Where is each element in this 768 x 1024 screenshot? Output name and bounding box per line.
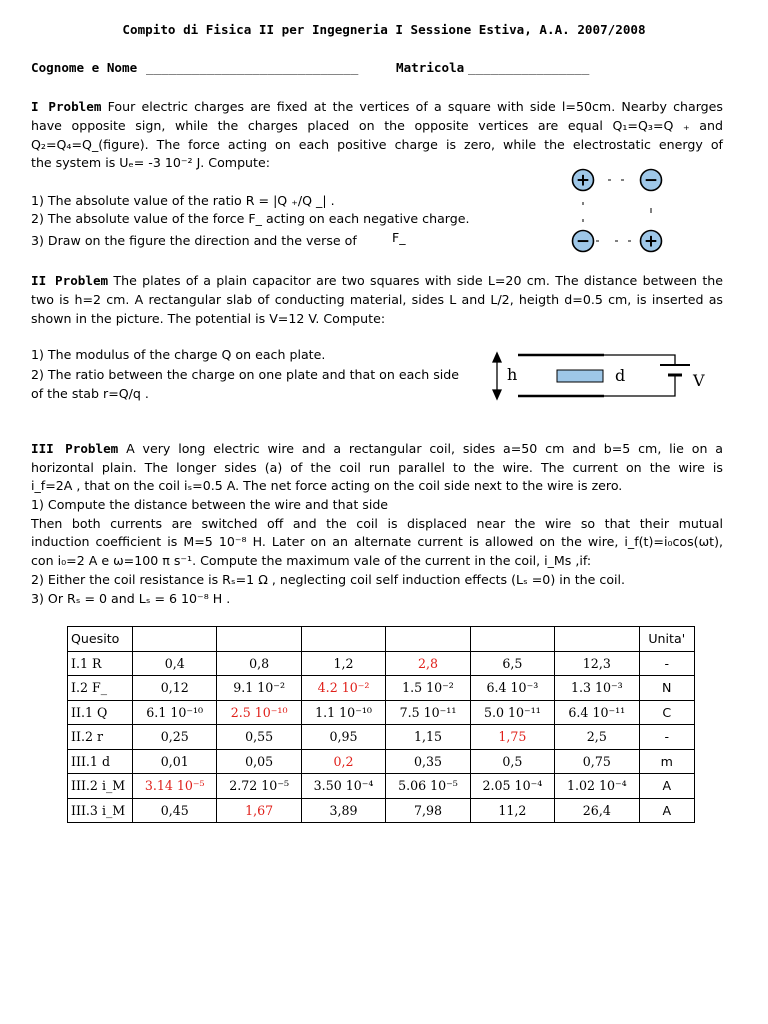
force-symbol: F_	[392, 230, 406, 245]
answer-cell: 0,45	[133, 798, 217, 823]
table-row	[68, 651, 695, 676]
answer-cell-correct: 4.2 10⁻²	[301, 676, 385, 701]
answer-cell: 6.1 10⁻¹⁰	[133, 700, 217, 725]
table-row	[68, 798, 695, 823]
answer-cell: 1.3 10⁻³	[555, 676, 639, 701]
label-d: d	[615, 366, 626, 385]
problem-2-heading: II Problem	[31, 273, 109, 288]
row-label: II.2 r	[68, 725, 133, 750]
answer-cell: 7,98	[386, 798, 470, 823]
answer-cell-correct: 2,8	[386, 651, 470, 676]
svg-text:+: +	[643, 231, 659, 252]
positive-charge-bottom-right	[641, 231, 662, 252]
answer-cell: 2.72 10⁻⁵	[217, 774, 301, 799]
label-h: h	[507, 365, 518, 384]
answer-cell: 0,5	[470, 749, 554, 774]
table-row	[68, 725, 695, 750]
answer-cell: 0,75	[555, 749, 639, 774]
table-row	[68, 774, 695, 799]
positive-charge-top-left	[573, 170, 594, 191]
answer-cell: 1,15	[386, 725, 470, 750]
problem-1-question-2: 2) The absolute value of the force F_ acting on each negative charge.	[31, 211, 470, 226]
answer-cell: 12,3	[555, 651, 639, 676]
table-header-row	[68, 627, 695, 652]
problem-3-line-9: 3) Or Rₛ = 0 and Lₛ = 6 10⁻⁸ H .	[31, 591, 231, 606]
problem-1-line-4: the system is Uₑ= -3 10⁻² J. Compute:	[31, 155, 270, 170]
matricola-blank[interactable]: ________________	[468, 60, 590, 75]
row-label: III.1 d	[68, 749, 133, 774]
answer-cell-correct: 1,67	[217, 798, 301, 823]
svg-text:−: −	[643, 170, 659, 191]
svg-text:−: −	[575, 231, 591, 252]
answer-cell: 0,95	[301, 725, 385, 750]
answer-cell: 1.5 10⁻²	[386, 676, 470, 701]
problem-2-question-1: 1) The modulus of the charge Q on each plate.	[31, 347, 326, 362]
problem-1-line-1: I Problem Four electric charges are fixed at the vertices of a square with side l=50cm. Nearby charges	[31, 99, 723, 114]
row-unit: -	[639, 651, 694, 676]
problem-1-line-3: Q₂=Q₄=Q_(figure). The force acting on each positive charge is zero, while the electrostatic energy of	[31, 137, 723, 152]
answer-cell: 3,89	[301, 798, 385, 823]
answer-cell: 5.0 10⁻¹¹	[470, 700, 554, 725]
answer-cell: 0,12	[133, 676, 217, 701]
label-v: V	[693, 371, 705, 390]
row-label: I.2 F_	[68, 676, 133, 701]
answer-cell: 0,55	[217, 725, 301, 750]
answer-cell: 5.06 10⁻⁵	[386, 774, 470, 799]
row-label: III.3 i_M	[68, 798, 133, 823]
row-label: II.1 Q	[68, 700, 133, 725]
matricola-label: Matricola	[396, 60, 465, 75]
answer-cell: 26,4	[555, 798, 639, 823]
charges-figure	[560, 164, 680, 260]
row-label: III.2 i_M	[68, 774, 133, 799]
answer-cell: 6.4 10⁻³	[470, 676, 554, 701]
answer-cell: 6,5	[470, 651, 554, 676]
header-quesito: Quesito	[68, 627, 133, 652]
problem-3-line-8: 2) Either the coil resistance is Rₛ=1 Ω , neglecting coil self induction effects (Lₛ =0) in the coil.	[31, 572, 626, 587]
answer-cell: 11,2	[470, 798, 554, 823]
header-empty	[470, 627, 554, 652]
height-arrow	[493, 353, 501, 399]
problem-3-line-3: i_f=2A , that on the coil iₛ=0.5 A. The net force acting on the coil side next to the wire is zero.	[31, 478, 623, 493]
problem-3-line-6: induction coefficient is M=5 10⁻⁸ H. Later on an alternate current is allowed on the wire, i_f(t)=i₀cos(ωt),	[31, 534, 723, 549]
problem-2-line-3: shown in the picture. The potential is V=12 V. Compute:	[31, 311, 386, 326]
answer-cell-correct: 0,2	[301, 749, 385, 774]
table-row	[68, 749, 695, 774]
answer-cell: 0,4	[133, 651, 217, 676]
answer-cell: 1.02 10⁻⁴	[555, 774, 639, 799]
square-dashed-edges	[583, 180, 651, 241]
problem-1-line-2: have opposite sign, while the charges placed on the opposite vertices are equal Q₁=Q₃=Q ₊ and	[31, 118, 723, 133]
problem-3-line-5: Then both currents are switched off and the coil is displaced near the wire so that their mutual	[31, 516, 723, 531]
header-empty	[386, 627, 470, 652]
problem-1-heading: I Problem	[31, 99, 102, 114]
answer-cell-correct: 3.14 10⁻⁵	[133, 774, 217, 799]
row-label: I.1 R	[68, 651, 133, 676]
answer-cell: 0,8	[217, 651, 301, 676]
name-label: Cognome e Nome	[31, 60, 138, 75]
answer-cell: 0,35	[386, 749, 470, 774]
problem-2-question-2: 2) The ratio between the charge on one plate and that on each side	[31, 367, 460, 382]
answer-cell: 7.5 10⁻¹¹	[386, 700, 470, 725]
table-row	[68, 700, 695, 725]
answer-cell: 0,05	[217, 749, 301, 774]
header-empty	[301, 627, 385, 652]
capacitor-figure	[488, 326, 720, 416]
svg-text:+: +	[575, 170, 591, 191]
row-unit: m	[639, 749, 694, 774]
problem-1-question-1: 1) The absolute value of the ratio R = |Q ₊/Q _| .	[31, 193, 335, 208]
row-unit: C	[639, 700, 694, 725]
answer-cell: 2.05 10⁻⁴	[470, 774, 554, 799]
row-unit: A	[639, 798, 694, 823]
answer-cell-correct: 2.5 10⁻¹⁰	[217, 700, 301, 725]
answer-cell: 6.4 10⁻¹¹	[555, 700, 639, 725]
answer-cell: 0,01	[133, 749, 217, 774]
answer-cell: 9.1 10⁻²	[217, 676, 301, 701]
negative-charge-bottom-left	[573, 231, 594, 252]
row-unit: A	[639, 774, 694, 799]
problem-3-line-1: III Problem A very long electric wire and a rectangular coil, sides a=50 cm and b=5 cm, lie on a	[31, 441, 723, 456]
row-unit: N	[639, 676, 694, 701]
answer-cell: 1,2	[301, 651, 385, 676]
header-empty	[217, 627, 301, 652]
page-title: Compito di Fisica II per Ingegneria I Sessione Estiva, A.A. 2007/2008	[122, 22, 646, 37]
row-unit: -	[639, 725, 694, 750]
problem-3-line-7: con i₀=2 A e ω=100 π s⁻¹. Compute the maximum vale of the current in the coil, i_Ms ,if:	[31, 553, 592, 568]
name-blank[interactable]: ____________________________	[146, 60, 359, 75]
answer-cell: 2,5	[555, 725, 639, 750]
problem-3-heading: III Problem	[31, 441, 119, 456]
answers-table	[67, 626, 695, 823]
problem-2-question-3: of the stab r=Q/q .	[31, 386, 149, 401]
problem-2-line-1: II Problem The plates of a plain capacitor are two squares with side L=20 cm. The distance between the	[31, 273, 723, 288]
table-row	[68, 676, 695, 701]
answer-cell: 0,25	[133, 725, 217, 750]
answer-cell-correct: 1,75	[470, 725, 554, 750]
problem-2-line-2: two is h=2 cm. A rectangular slab of conducting material, sides L and L/2, heigth d=0.5 cm, is inserted as	[31, 292, 723, 307]
problem-1-question-3: 3) Draw on the figure the direction and the verse of	[31, 233, 357, 248]
header-empty	[133, 627, 217, 652]
problem-3-line-2: horizontal plain. The longer sides (a) of the coil run parallel to the wire. The current on the wire is	[31, 460, 723, 475]
header-empty	[555, 627, 639, 652]
answer-cell: 3.50 10⁻⁴	[301, 774, 385, 799]
conducting-slab	[557, 370, 603, 382]
answer-cell: 1.1 10⁻¹⁰	[301, 700, 385, 725]
negative-charge-top-right	[641, 170, 662, 191]
problem-3-line-4: 1) Compute the distance between the wire and that side	[31, 497, 389, 512]
header-unit: Unita'	[639, 627, 694, 652]
